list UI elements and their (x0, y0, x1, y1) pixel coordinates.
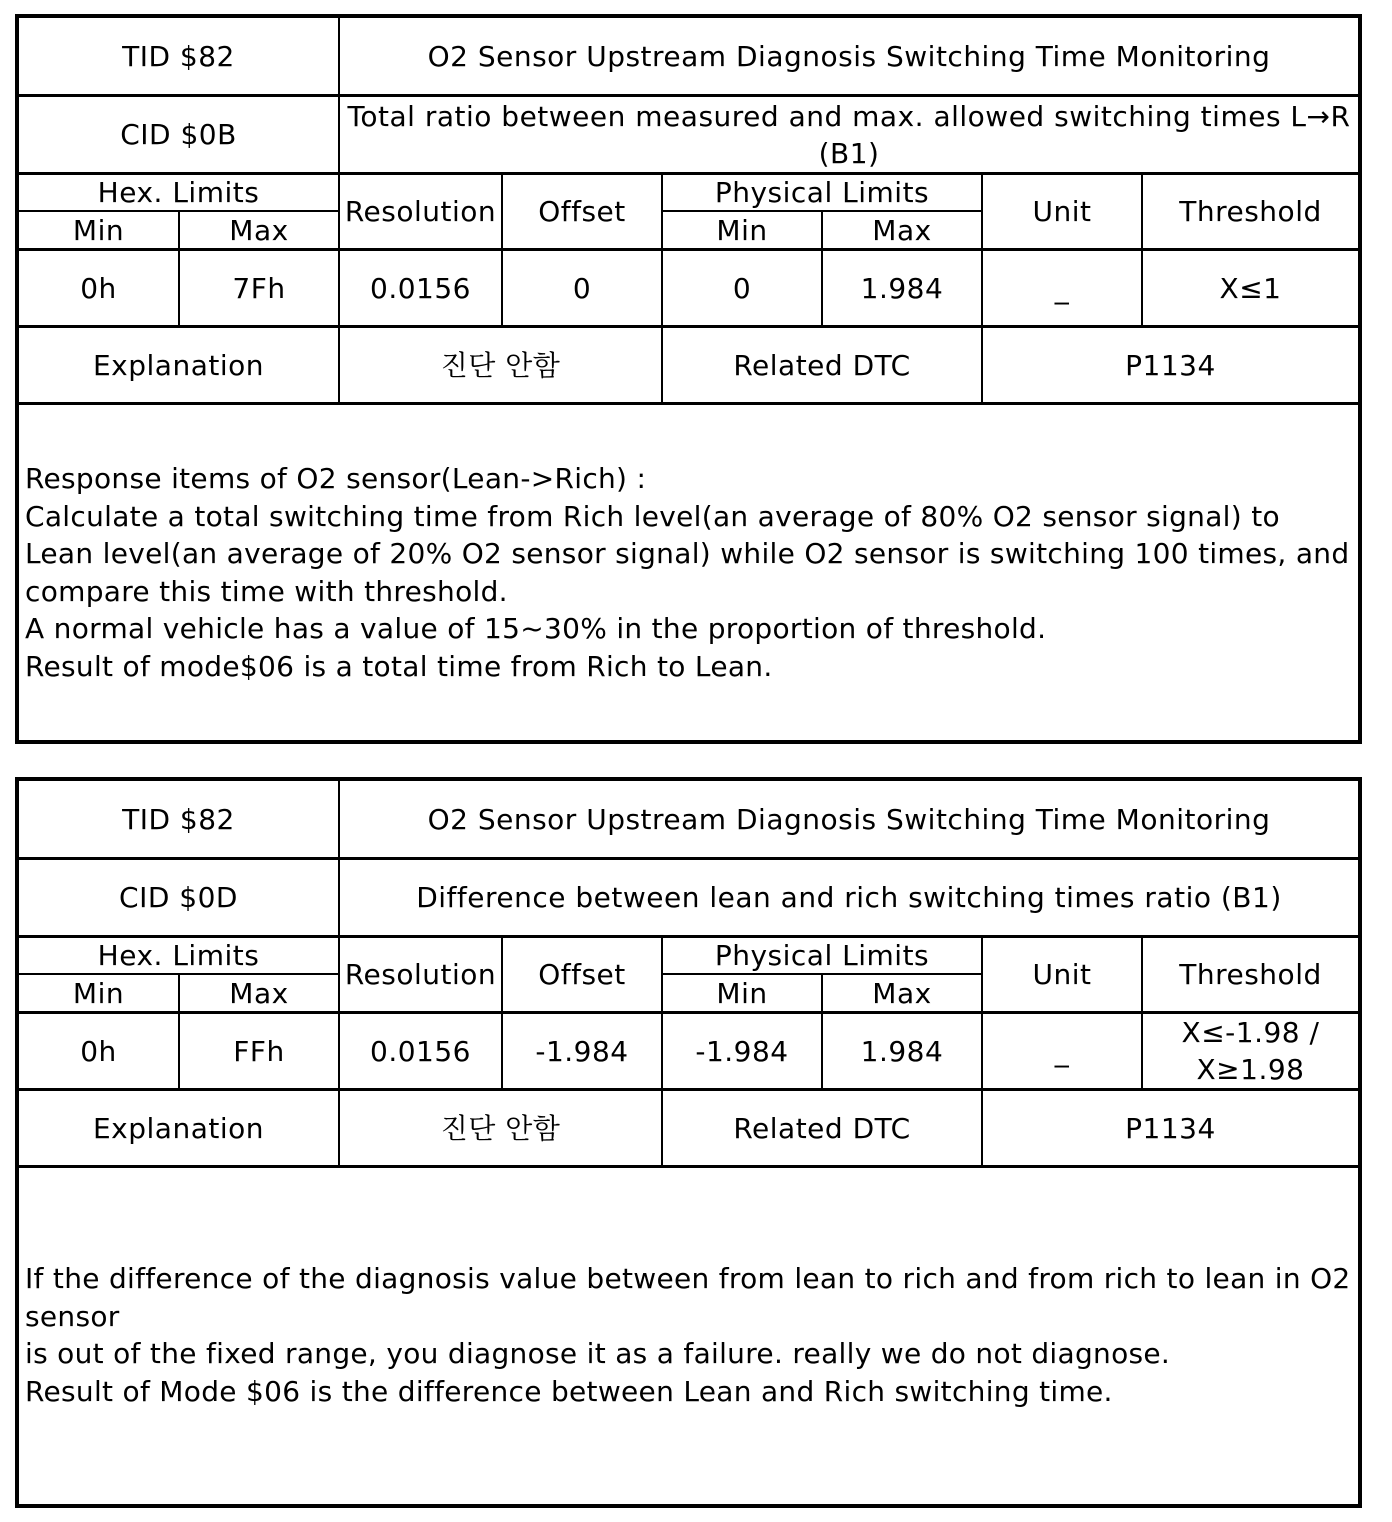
description-block (19, 402, 1358, 740)
unit-header: Unit (981, 935, 1141, 1011)
cid-label: CID $0B (19, 94, 338, 172)
phys-min-value: -1.984 (661, 1011, 821, 1088)
tid-description: O2 Sensor Upstream Diagnosis Switching Time Monitoring (338, 781, 1358, 857)
resolution-header: Resolution (338, 935, 501, 1011)
phys-max-value: 1.984 (821, 248, 981, 325)
unit-value: _ (981, 248, 1141, 325)
phys-max-value: 1.984 (821, 1011, 981, 1088)
hex-max-header: Max (178, 973, 338, 1011)
tid-label: TID $82 (122, 39, 235, 73)
phys-max-header: Max (821, 973, 981, 1011)
description-block (19, 1165, 1358, 1504)
threshold-header: Threshold (1141, 172, 1358, 248)
related-dtc-value: P1134 (981, 325, 1358, 402)
tid-description: O2 Sensor Upstream Diagnosis Switching Time Monitoring (338, 18, 1358, 94)
related-dtc-value: P1134 (981, 1088, 1358, 1165)
phys-min-header: Min (661, 210, 821, 248)
explanation-label: Explanation (19, 1088, 338, 1165)
hex-max-value: FFh (178, 1011, 338, 1088)
hex-max-value: 7Fh (178, 248, 338, 325)
physical-limits-header: Physical Limits (661, 935, 981, 973)
physical-limits-header: Physical Limits (661, 172, 981, 210)
cid-description: Total ratio between measured and max. allowed switching times L→R (B1) (338, 94, 1358, 172)
offset-value: -1.984 (501, 1011, 661, 1088)
description-line: Result of mode$06 is a total time from Rich to Lean. (25, 649, 773, 683)
unit-header: Unit (981, 172, 1141, 248)
hex-min-header: Min (19, 973, 178, 1011)
monitor-table-cid-0d (15, 777, 1362, 1508)
description-line: Lean level(an average of 20% O2 sensor signal) while O2 sensor is switching 100 times, and (25, 537, 1350, 570)
description-line: Calculate a total switching time from Rich level(an average of 80% O2 sensor signal) to (25, 499, 1280, 533)
explanation-value: 진단 안함 (338, 325, 661, 402)
phys-min-value: 0 (661, 248, 821, 325)
description-line: Result of Mode $06 is the difference between Lean and Rich switching time. (25, 1374, 1113, 1408)
tid-label: TID $82 (122, 802, 235, 836)
resolution-value: 0.0156 (338, 248, 501, 325)
resolution-header: Resolution (338, 172, 501, 248)
hex-min-header: Min (19, 210, 178, 248)
hex-limits-header: Hex. Limits (19, 935, 338, 973)
description-line: A normal vehicle has a value of 15~30% in the proportion of threshold. (25, 612, 1047, 645)
offset-value: 0 (501, 248, 661, 325)
description-line: If the difference of the diagnosis value between from lean to rich and from rich to lean in O2 (25, 1262, 1351, 1295)
unit-value: _ (981, 1011, 1141, 1088)
offset-header: Offset (501, 935, 661, 1011)
explanation-value: 진단 안함 (338, 1088, 661, 1165)
hex-min-value: 0h (19, 248, 178, 325)
cid-label: CID $0D (19, 857, 338, 935)
hex-max-header: Max (178, 210, 338, 248)
explanation-label: Explanation (19, 325, 338, 402)
phys-max-header: Max (821, 210, 981, 248)
description-line: compare this time with threshold. (25, 574, 508, 608)
cid-description: Difference between lean and rich switching times ratio (B1) (338, 857, 1358, 935)
description-line: is out of the fixed range, you diagnose it as a failure. really we do not diagnose. (25, 1337, 1171, 1370)
description-line: sensor (25, 1299, 120, 1333)
related-dtc-label: Related DTC (661, 1088, 981, 1165)
offset-header: Offset (501, 172, 661, 248)
description-line: Response items of O2 sensor(Lean->Rich) : (25, 462, 647, 495)
monitor-table-cid-0b (15, 14, 1362, 744)
threshold-value: X≤1 (1141, 248, 1358, 325)
related-dtc-label: Related DTC (661, 325, 981, 402)
hex-limits-header: Hex. Limits (19, 172, 338, 210)
hex-min-value: 0h (19, 1011, 178, 1088)
resolution-value: 0.0156 (338, 1011, 501, 1088)
phys-min-header: Min (661, 973, 821, 1011)
threshold-header: Threshold (1141, 935, 1358, 1011)
threshold-value: X≤-1.98 / X≥1.98 (1141, 1011, 1358, 1088)
